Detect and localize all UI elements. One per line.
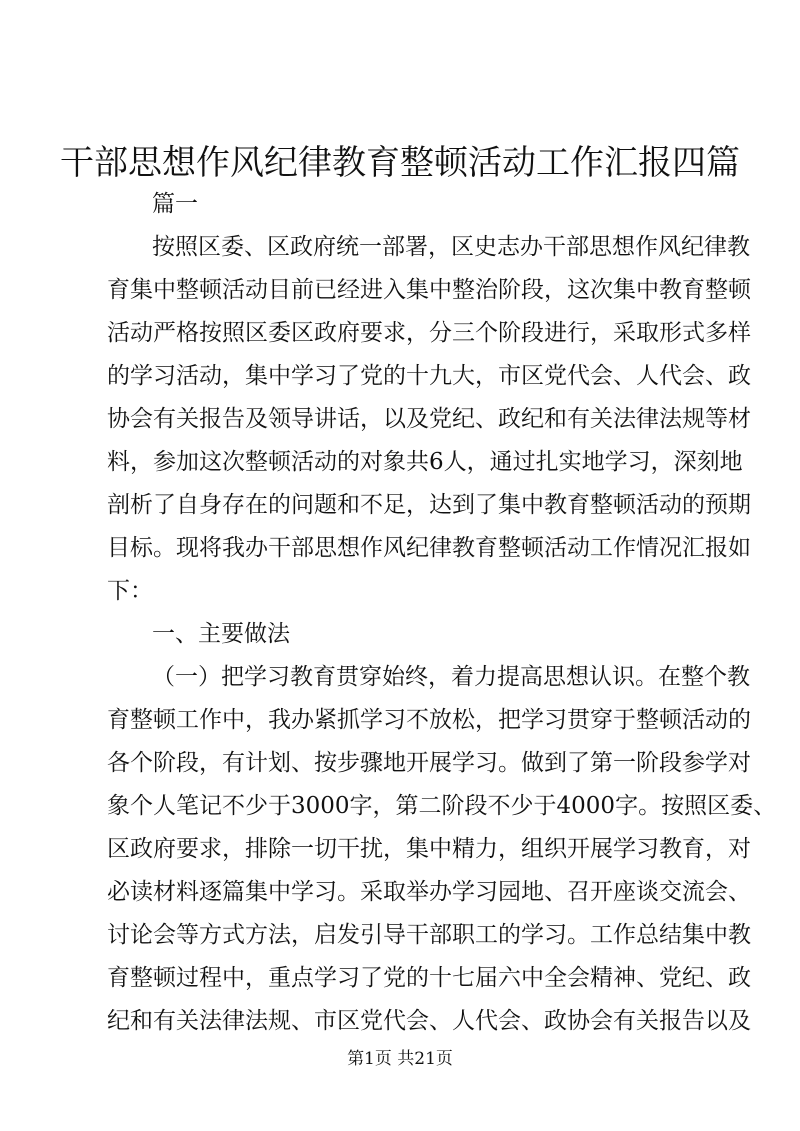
text-line: 剖析了自身存在的问题和不足，达到了集中教育整顿活动的预期 <box>107 492 751 518</box>
text-line: 纪和有关法律法规、市区党代会、人代会、政协会有关报告以及 <box>107 1008 751 1034</box>
text-line: 各个阶段，有计划、按步骤地开展学习。做到了第一阶段参学对 <box>107 750 751 776</box>
text-line: 必读材料逐篇集中学习。采取举办学习园地、召开座谈交流会、 <box>107 879 751 905</box>
text-line: 目标。现将我办干部思想作风纪律教育整顿活动工作情况汇报如 <box>107 535 751 561</box>
text-line: 育整顿过程中，重点学习了党的十七届六中全会精神、党纪、政 <box>107 965 751 991</box>
text-line: 象个人笔记不少于3000字，第二阶段不少于4000字。按照区委、 <box>107 793 777 819</box>
text-line-section-label: 篇一 <box>152 191 198 217</box>
text-line: 讨论会等方式方法，启发引导干部职工的学习。工作总结集中教 <box>107 922 751 948</box>
text-line: 下： <box>107 578 153 604</box>
text-line: 料，参加这次整顿活动的对象共6人，通过扎实地学习，深刻地 <box>107 449 743 475</box>
text-line: 的学习活动，集中学习了党的十九大，市区党代会、人代会、政 <box>107 363 751 389</box>
text-line: （一）把学习教育贯穿始终，着力提高思想认识。在整个教 <box>152 664 750 690</box>
text-line: 按照区委、区政府统一部署，区史志办干部思想作风纪律教 <box>152 234 750 260</box>
page-title: 干部思想作风纪律教育整顿活动工作汇报四篇 <box>60 143 740 183</box>
text-line: 育整顿工作中，我办紧抓学习不放松，把学习贯穿于整顿活动的 <box>107 707 751 733</box>
text-line: 协会有关报告及领导讲话，以及党纪、政纪和有关法律法规等材 <box>107 406 751 432</box>
text-line: 区政府要求，排除一切干扰，集中精力，组织开展学习教育，对 <box>107 836 751 862</box>
text-line: 育集中整顿活动目前已经进入集中整治阶段，这次集中教育整顿 <box>107 277 751 303</box>
section-heading: 一、主要做法 <box>152 621 290 647</box>
page-number: 第1页 共21页 <box>347 1049 453 1069</box>
text-line: 活动严格按照区委区政府要求，分三个阶段进行，采取形式多样 <box>107 320 751 346</box>
